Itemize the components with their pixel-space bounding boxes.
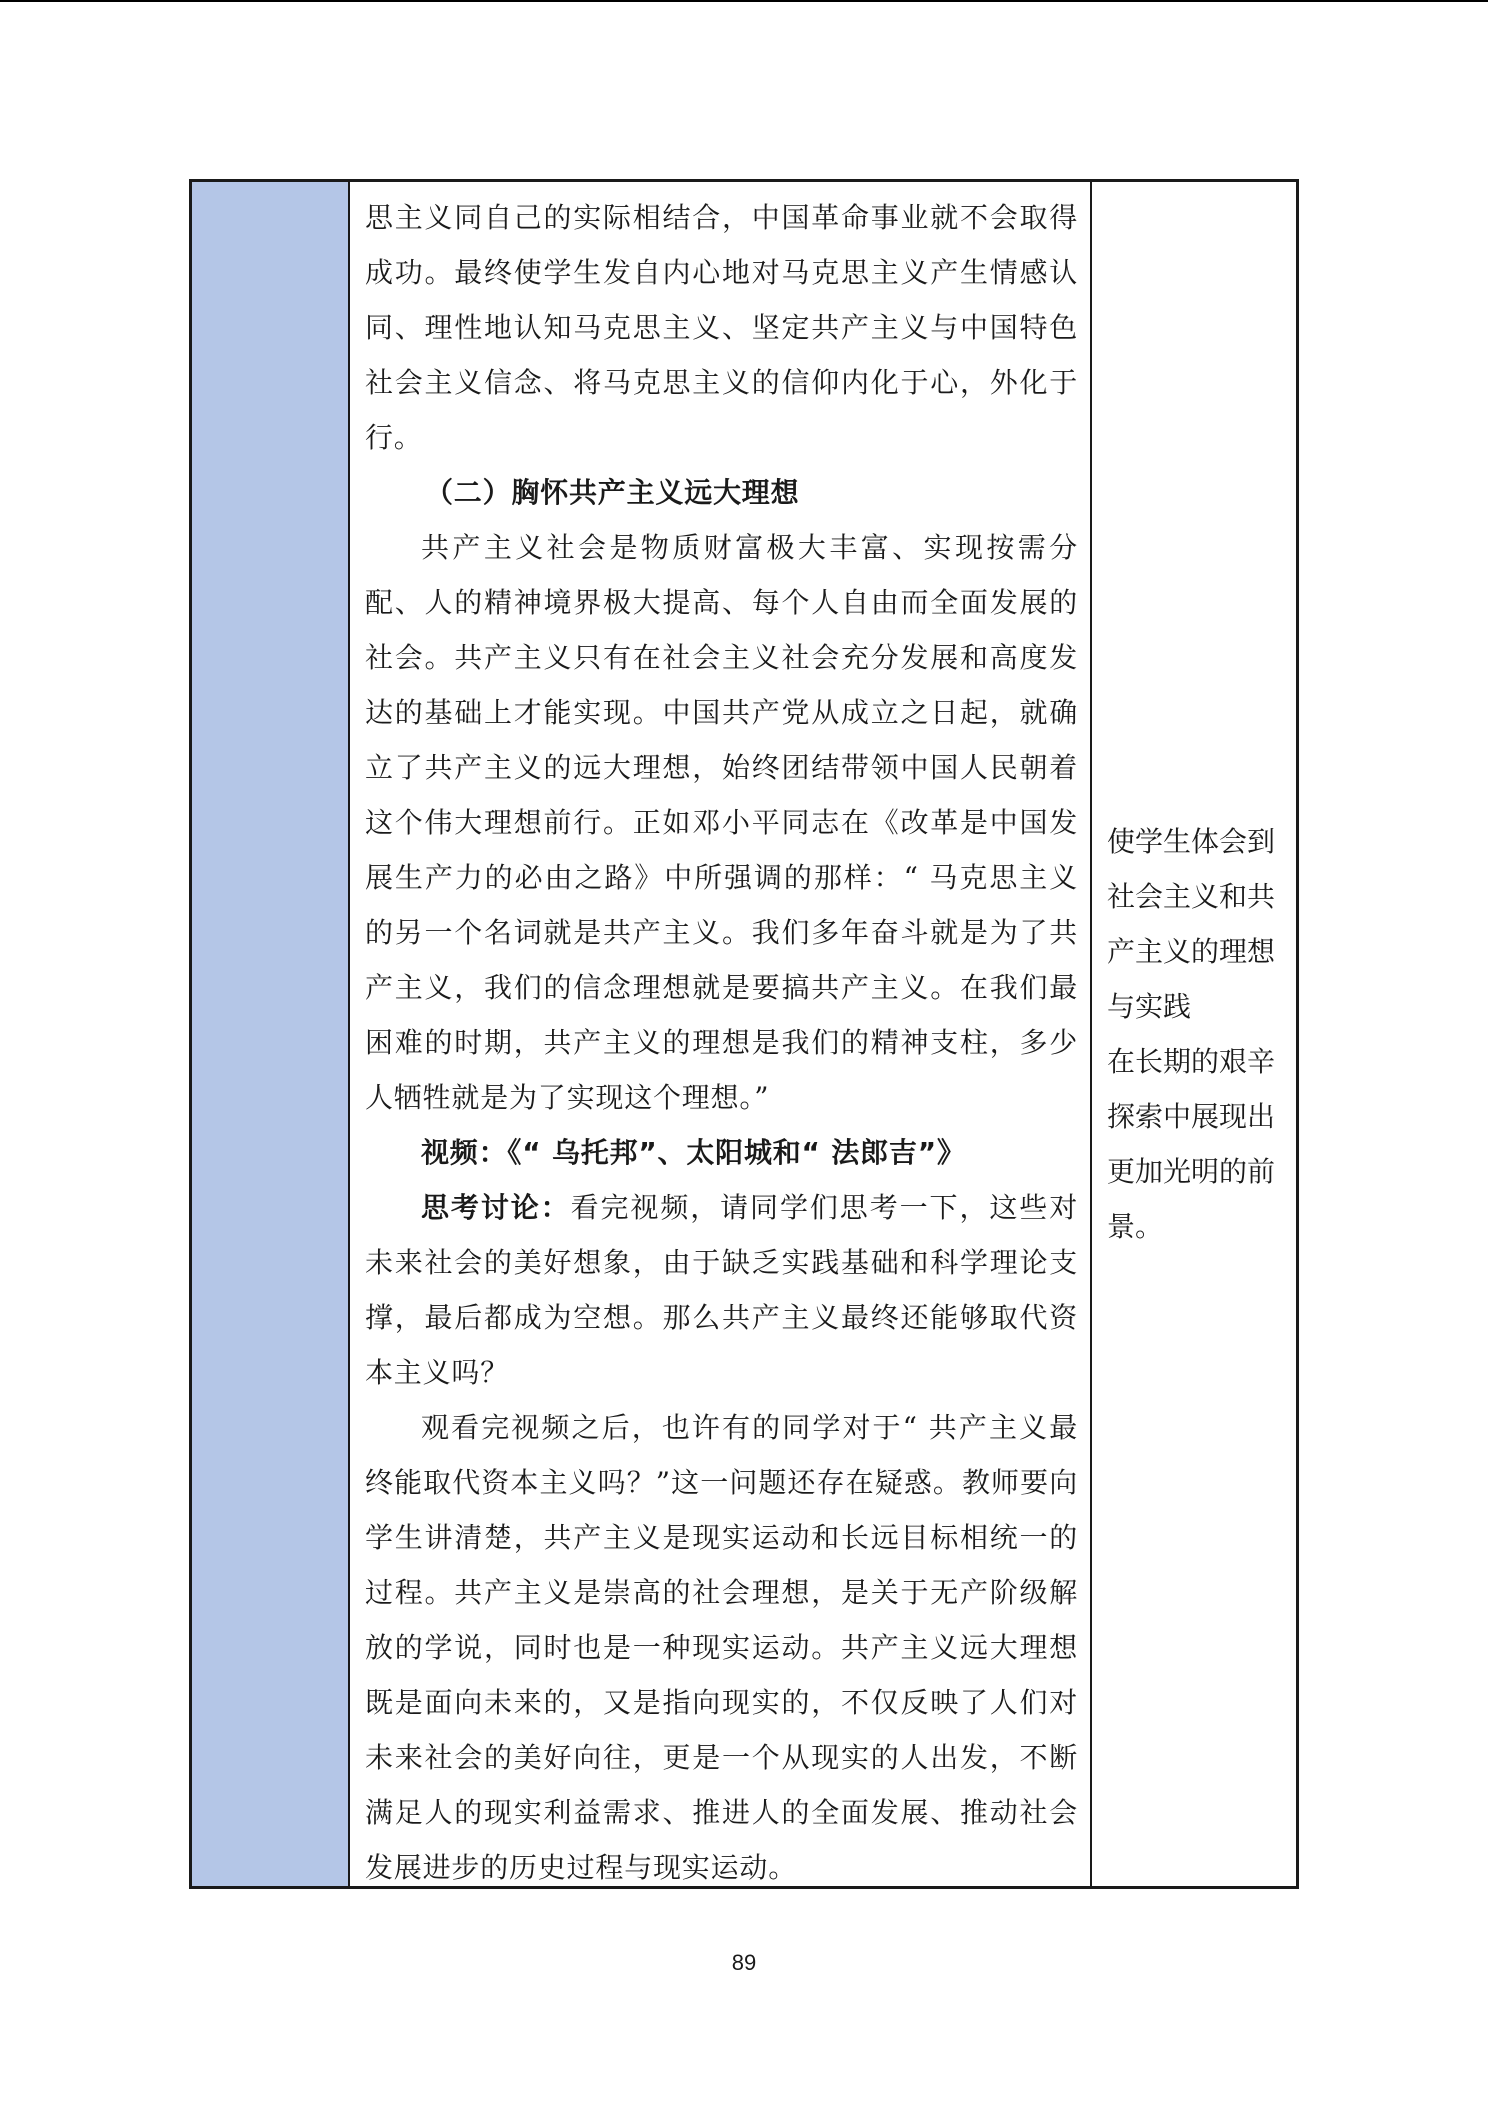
page-number: 89 bbox=[731, 1950, 757, 1975]
discussion-label: 思考讨论： bbox=[421, 1191, 571, 1224]
section-heading: （二）胸怀共产主义远大理想 bbox=[425, 476, 800, 509]
table-left-column bbox=[192, 182, 350, 1886]
note-prospect: 在长期的艰辛探索中展现出更加光明的前景。 bbox=[1107, 1045, 1276, 1243]
lesson-table bbox=[189, 179, 1299, 1889]
discussion-paragraph bbox=[365, 1180, 1078, 1400]
table-content-column bbox=[350, 182, 1092, 1886]
discussion-text: 看完视频，请同学们思考一下，这些对未来社会的美好想象，由于缺乏实践基础和科学理论支撑，最后都成为空想。那么共产主义最终还能够取代资本主义吗？ bbox=[365, 1191, 1078, 1389]
paragraph-communism-society: 共产主义社会是物质财富极大丰富、实现按需分配、人的精神境界极大提高、每个人自由而全面发展的社会。共产主义只有在社会主义社会充分发展和高度发达的基础上才能实现。中国共产党从成立之日起，就确立了共产主义的远大理想，始终团结带领中国人民朝着这个伟大理想前行。正如邓小平同志在《改革是中国发展生产力的必由之路》中所强调的那样：“ 马克思主义的另一个名词就是共产主义。我们多年奋斗就是为了共产主义，我们的信念理想就是要搞共产主义。在我们最困难的时期，共产主义的理想是我们的精神支柱，多少人牺牲就是为了实现这个理想。” bbox=[365, 531, 1078, 1114]
note-goal: 使学生体会到社会主义和共产主义的理想与实践 bbox=[1107, 825, 1276, 1023]
video-title: 视频：《“ 乌托邦”、太阳城和“ 法郎吉”》 bbox=[421, 1136, 966, 1169]
content-text bbox=[365, 190, 1078, 1895]
page-top-rule bbox=[0, 0, 1488, 2]
table-notes-column bbox=[1092, 182, 1296, 1886]
paragraph-continued: 思主义同自己的实际相结合，中国革命事业就不会取得成功。最终使学生发自内心地对马克思主义产生情感认同、理性地认知马克思主义、坚定共产主义与中国特色社会主义信念、将马克思主义的信仰内化于心，外化于行。 bbox=[365, 201, 1078, 454]
paragraph-after-video: 观看完视频之后，也许有的同学对于“ 共产主义最终能取代资本主义吗？”这一问题还存在疑惑。教师要向学生讲清楚，共产主义是现实运动和长远目标相统一的过程。共产主义是崇高的社会理想，是关于无产阶级解放的学说，同时也是一种现实运动。共产主义远大理想既是面向未来的，又是指向现实的，不仅反映了人们对未来社会的美好向往，更是一个从现实的人出发，不断满足人的现实利益需求、推进人的全面发展、推动社会发展进步的历史过程与现实运动。 bbox=[365, 1411, 1078, 1884]
